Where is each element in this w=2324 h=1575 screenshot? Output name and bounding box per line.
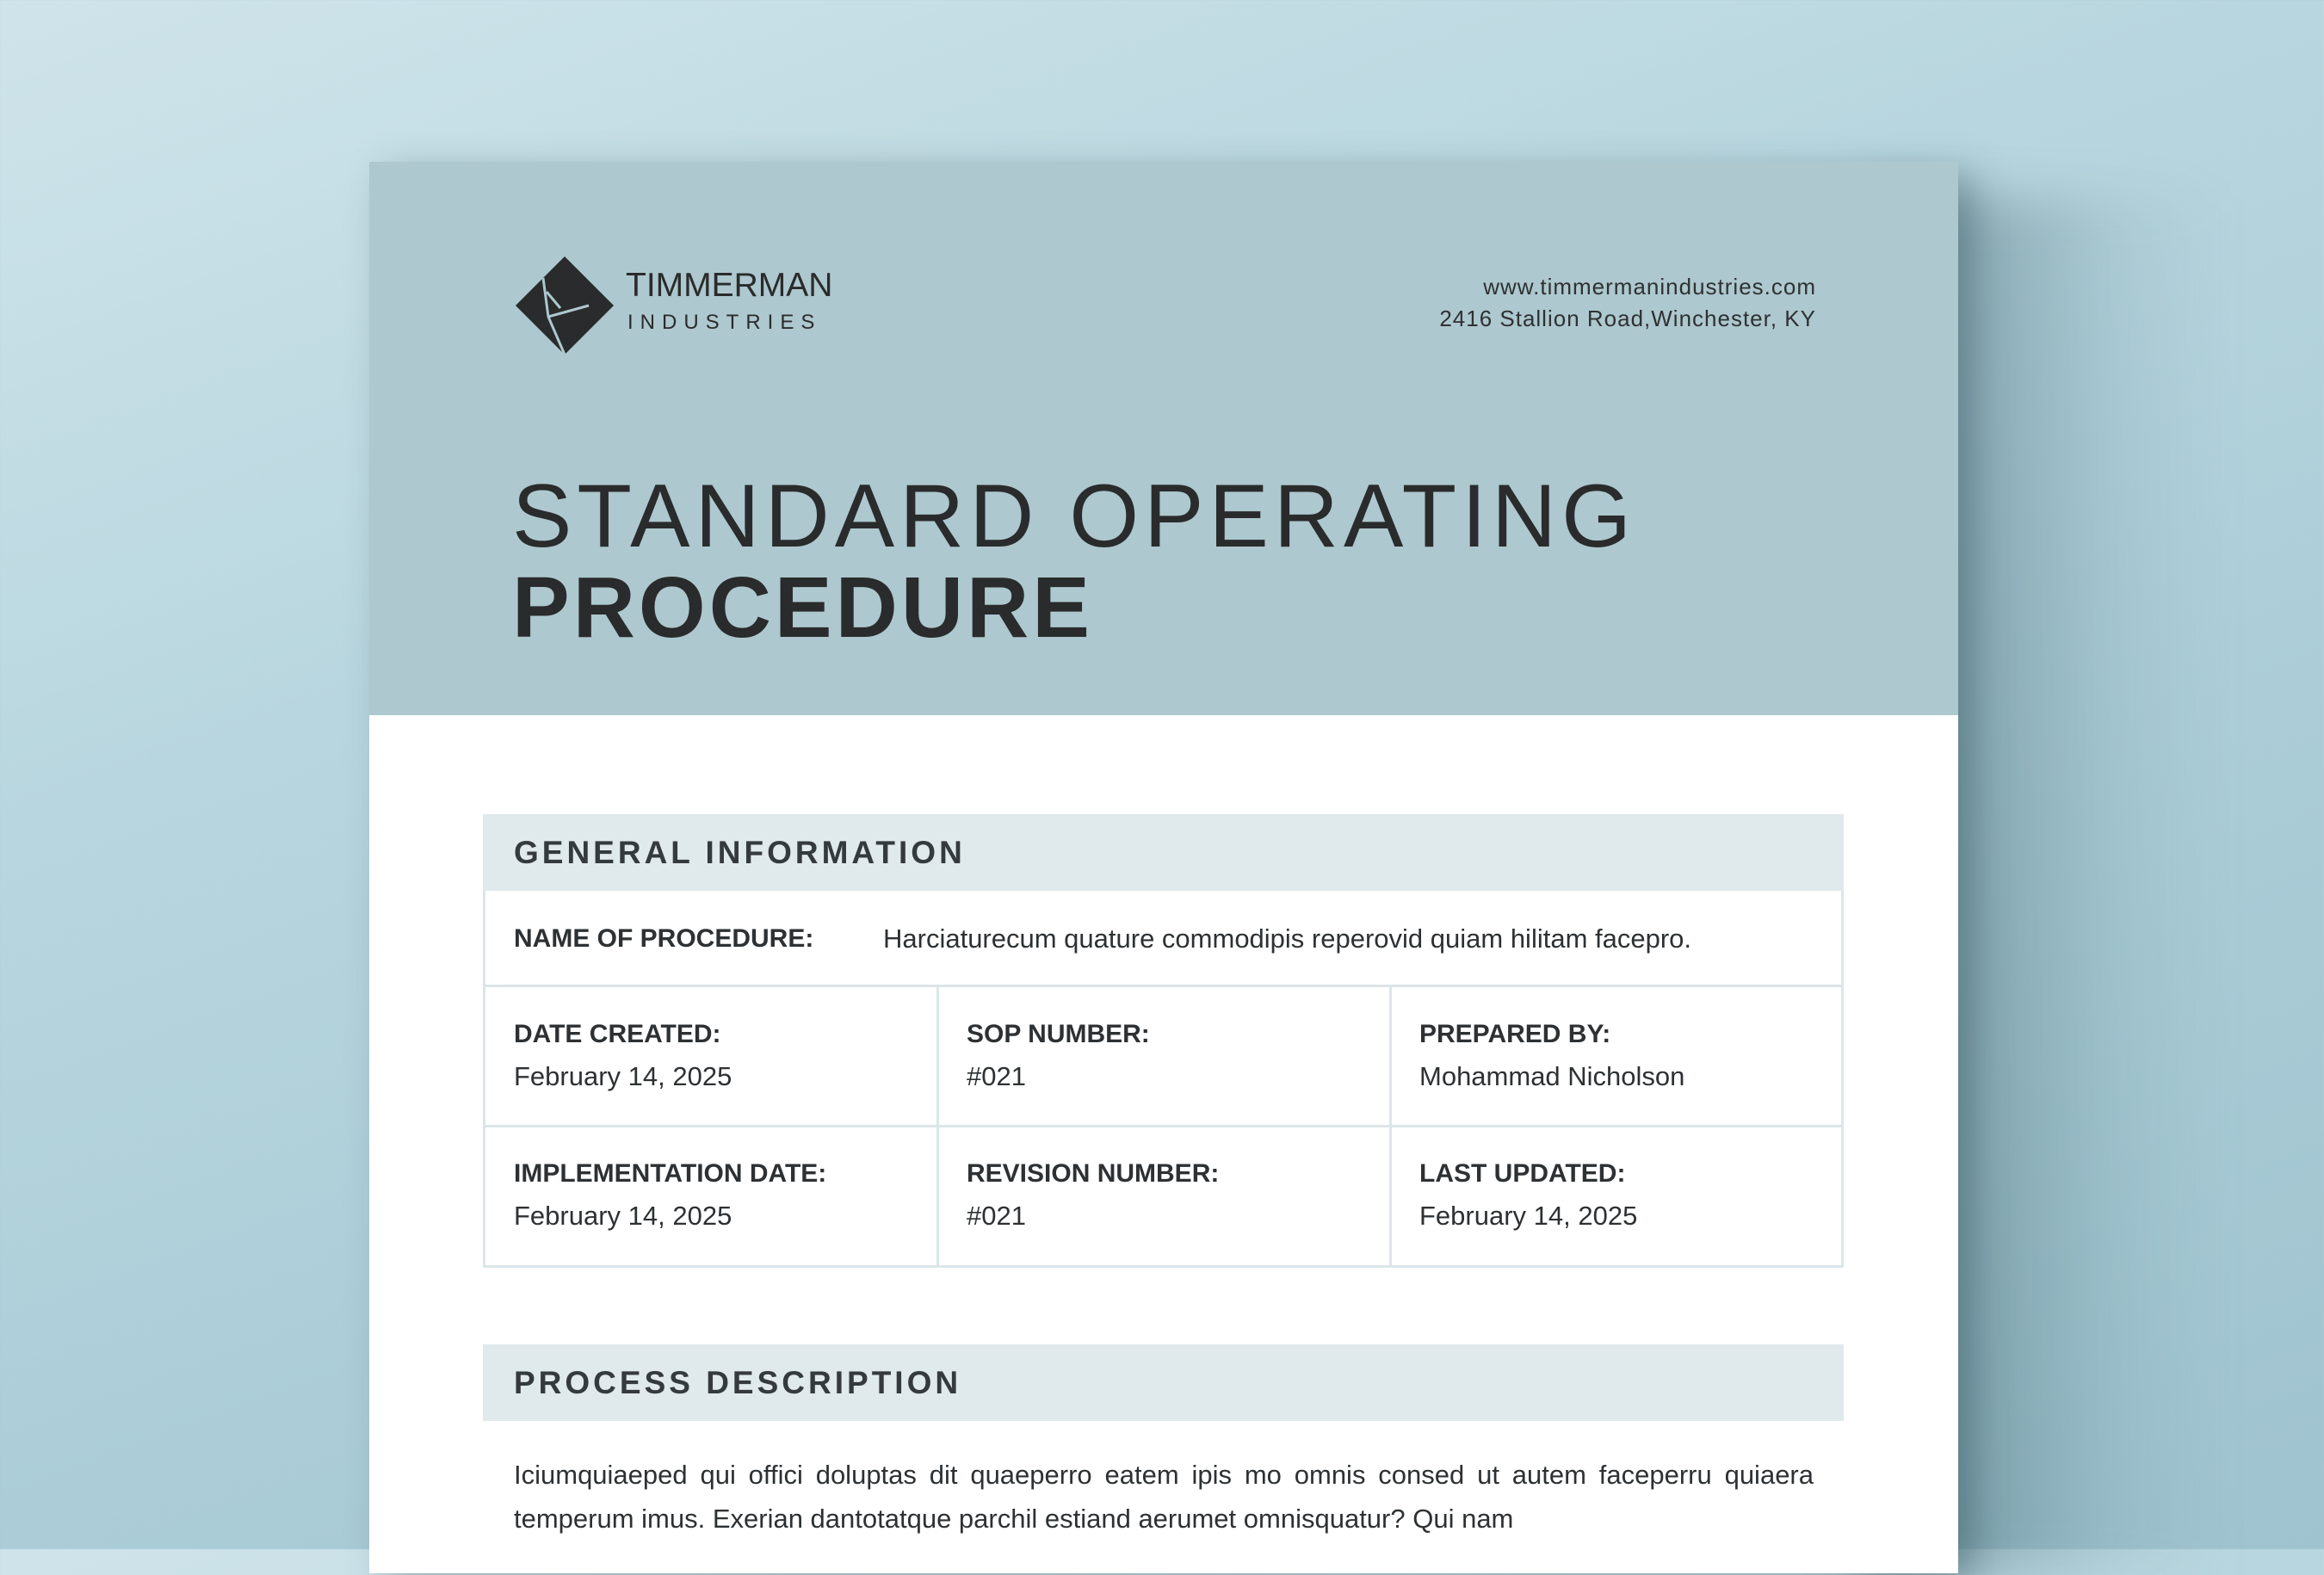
field-sop-number <box>938 987 1392 1127</box>
field-label: LAST UPDATED: <box>1419 1159 1626 1188</box>
field-label: PREPARED BY: <box>1419 1020 1611 1048</box>
field-label: SOP NUMBER: <box>967 1020 1150 1048</box>
field-label: IMPLEMENTATION DATE: <box>514 1159 827 1188</box>
website-link[interactable]: www.timmermanindustries.com <box>1483 274 1816 300</box>
brand-subtitle: INDUSTRIES <box>627 311 822 334</box>
field-value: #021 <box>967 1201 1026 1231</box>
field-label: DATE CREATED: <box>514 1020 721 1048</box>
brand-name: TIMMERMAN <box>626 267 833 304</box>
document-page <box>369 162 1958 1573</box>
general-information-table <box>483 891 1844 1268</box>
field-value: February 14, 2025 <box>514 1201 732 1231</box>
field-last-updated <box>1391 1127 1845 1266</box>
diamond-logo-icon <box>512 253 617 358</box>
field-date-created <box>485 987 939 1127</box>
general-information-header <box>483 814 1844 891</box>
field-value: #021 <box>967 1061 1026 1091</box>
field-revision-number <box>938 1127 1392 1266</box>
procedure-name-value: Harciaturecum quature commodipis reperovid quiam hilitam facepro. <box>883 923 1692 954</box>
company-address: 2416 Stallion Road,Winchester, KY <box>1439 306 1816 331</box>
document-title-line2: PROCEDURE <box>512 559 1093 656</box>
field-value: Mohammad Nicholson <box>1419 1061 1685 1091</box>
section-title: PROCESS DESCRIPTION <box>514 1365 962 1400</box>
document-title-line1: STANDARD OPERATING <box>512 466 1637 566</box>
field-implementation-date <box>485 1127 939 1266</box>
procedure-name-row <box>485 891 1841 987</box>
header-band <box>369 162 1958 715</box>
procedure-name-label: NAME OF PROCEDURE: <box>514 924 814 953</box>
field-value: February 14, 2025 <box>1419 1201 1638 1231</box>
process-description-header <box>483 1344 1844 1421</box>
process-description-text: Iciumquiaeped qui offici doluptas dit quaeperro eatem ipis mo omnis consed ut autem faceperru quiaera temperum imus. Exerian dantotatque parchil estiand aerumet omnisquatur? Qui nam <box>514 1460 1814 1534</box>
field-value: February 14, 2025 <box>514 1061 732 1091</box>
section-title: GENERAL INFORMATION <box>514 835 966 870</box>
field-prepared-by <box>1391 987 1845 1127</box>
field-label: REVISION NUMBER: <box>967 1159 1220 1188</box>
